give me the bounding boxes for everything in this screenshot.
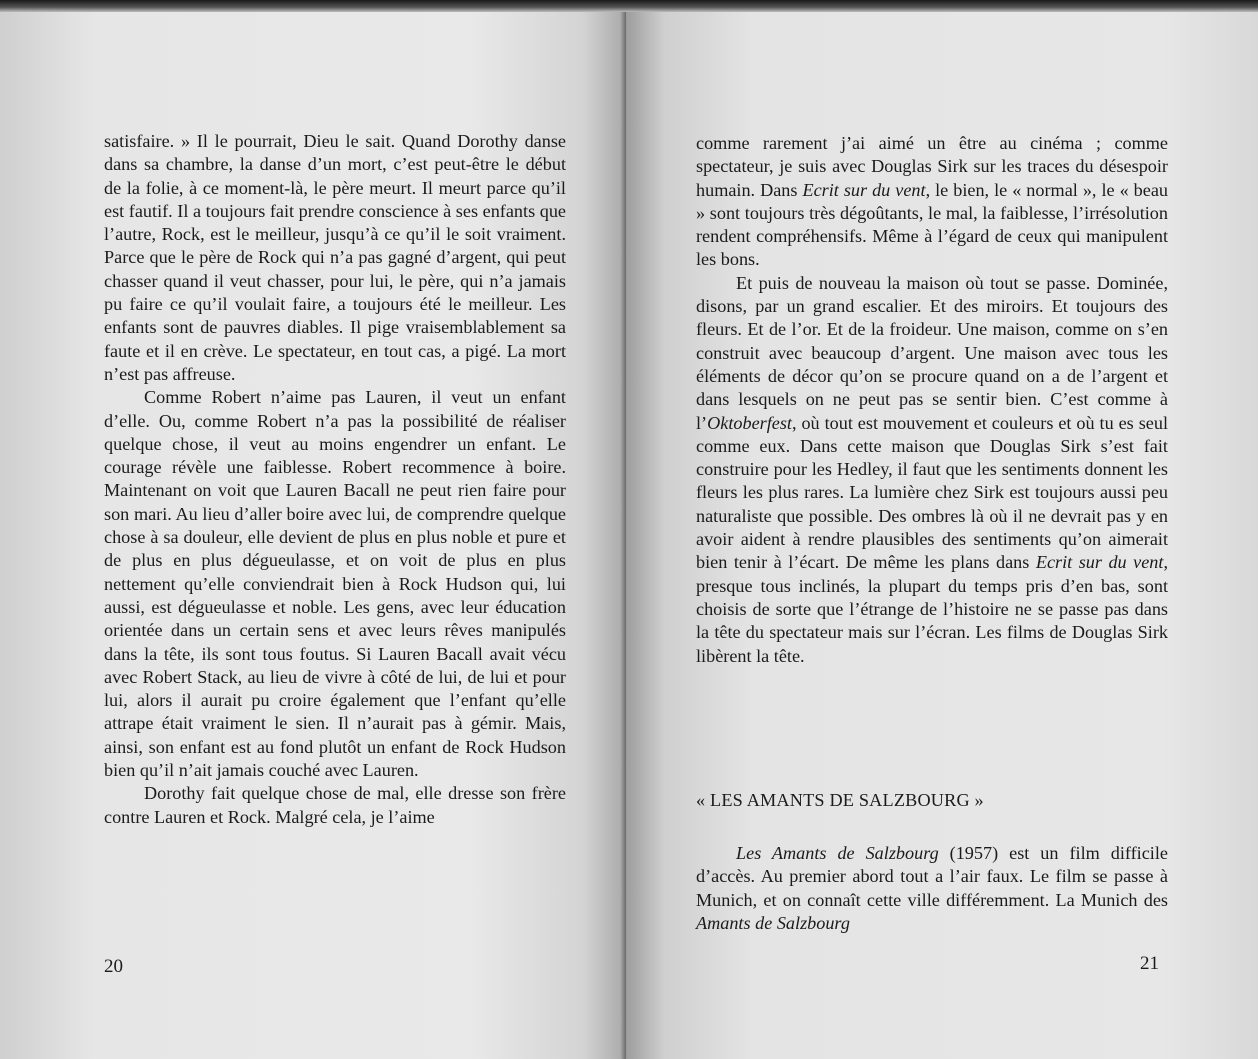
right-p1-text-a: comme rarement j’ai aimé un être au cinéma ; comme spectateur, je suis avec Douglas Sirk sur les traces du désespoir humain. Dans [696, 133, 1168, 200]
right-page [626, 12, 1258, 1059]
right-p3-text-a: (1957) est un film difficile d’accès. Au premier abord tout a l’air faux. Le film se passe à Munich, et on connaît cette ville différemment. La Munich des [696, 843, 1168, 910]
left-page-number: 20 [104, 956, 123, 977]
left-page-body [104, 130, 566, 829]
left-paragraph-1: satisfaire. » Il le pourrait, Dieu le sait. Quand Dorothy danse dans sa chambre, la danse d’un mort, c’est peut-être le début de la folie, à ce moment-là, le père meurt. Il meurt parce qu’il est fautif. Il a toujours fait prendre conscience à ses enfants que l’autre, Rock, est le meilleur, jusqu’à ce qu’il le soit vraiment. Parce que le père de Rock qui n’a pas gagné d’argent, qui peut chasser quand il veut chasser, pour lui, le père, qui n’a jamais pu faire ce qu’il voulait faire, a toujours été le meilleur. Les enfants sont de pauvres diables. Il pige vraisemblablement sa faute et il en crève. Le spectateur, en tout cas, a pigé. La mort n’est pas affreuse. [104, 131, 566, 384]
right-page-body-2 [696, 842, 1168, 935]
left-paragraph-2: Comme Robert n’aime pas Lauren, il veut un enfant d’elle. Ou, comme Robert n’a pas la possibilité de réaliser quelque chose, il veut au moins engendrer un enfant. Le courage révèle une faiblesse. Robert recommence à boire. Maintenant on voit que Lauren Bacall ne peut rien faire pour son mari. Au lieu d’aller boire avec lui, de comprendre quelque chose à sa douleur, elle devient de plus en plus noble et pure et de plus en plus dégueulasse, et on voit de plus en plus nettement qu’elle conviendrait bien à Rock Hudson qui, lui aussi, est dégueulasse et noble. Les gens, avec leur éducation orientée dans un certain sens et avec leurs rêves manipulés dans la tête, ils sont tous foutus. Si Lauren Bacall avait vécu avec Robert Stack, au lieu de vivre à côté de lui, de lui et pour lui, alors il aurait pu croire également que l’enfant qu’elle attrape était vraiment le sien. Il n’aurait pas à gémir. Mais, ainsi, son enfant est au fond plutôt un enfant de Rock Hudson bien qu’il n’ait jamais couché avec Lauren. [104, 387, 566, 781]
book-top-edge [0, 0, 1258, 12]
right-p2-oktoberfest: Oktoberfest [707, 412, 792, 433]
right-paragraph-2 [696, 272, 1168, 668]
right-p3-film-title-2: Amants de Salzbourg [696, 912, 850, 933]
right-p2-text-a: Et puis de nouveau la maison où tout se passe. Dominée, disons, par un grand escalier. Et des miroirs. Et toujours des fleurs. Et de l’or. Et de la froideur. Une maison, comme on s’en construit avec beaucoup d’argent. Une maison avec tous les éléments de décor qu’on se procure quand on a de l’argent et dans lesquels on ne peut pas se sentir bien. C’est comme à l’ [696, 272, 1168, 433]
right-page-body [696, 132, 1168, 668]
right-page-number: 21 [1140, 953, 1159, 974]
right-p2-text-b: , où tout est mouvement et couleurs et où tu es seul comme eux. Dans cette maison que Douglas Sirk s’est fait construire pour les Hedley, il faut que les sentiments donnent les fleurs les plus rares. La lumière chez Sirk est toujours aussi peu naturaliste que possible. Des ombres là où il ne devrait pas y en avoir aident à rendre plausibles des sentiments qu’on aimerait bien tenir à l’écart. De même les plans dans [696, 412, 1168, 573]
right-p1-text-b: , le bien, le « normal », le « beau » sont toujours très dégoûtants, le mal, la faiblesse, l’irrésolution rendent compréhensifs. Même à l’égard de ceux qui manipulent les bons. [696, 179, 1168, 270]
right-p3-film-title: Les Amants de Salzbourg [736, 843, 939, 863]
section-heading: « LES AMANTS DE SALZBOURG » [696, 790, 984, 810]
right-p1-film-title: Ecrit sur du vent [802, 179, 926, 200]
right-p2-text-c: , presque tous inclinés, la plupart du temps pris d’en bas, sont choisis de sorte que l’étrange de l’histoire ne se passe pas dans la tête du spectateur mais sur l’écran. Les films de Douglas Sirk libèrent la tête. [696, 552, 1168, 666]
right-paragraph-3 [696, 842, 1168, 935]
right-p2-film-title: Ecrit sur du vent [1035, 552, 1164, 573]
right-paragraph-1 [696, 132, 1168, 272]
left-page [0, 12, 626, 1059]
left-paragraph-3: Dorothy fait quelque chose de mal, elle dresse son frère contre Lauren et Rock. Malgré cela, je l’aime [104, 783, 566, 827]
